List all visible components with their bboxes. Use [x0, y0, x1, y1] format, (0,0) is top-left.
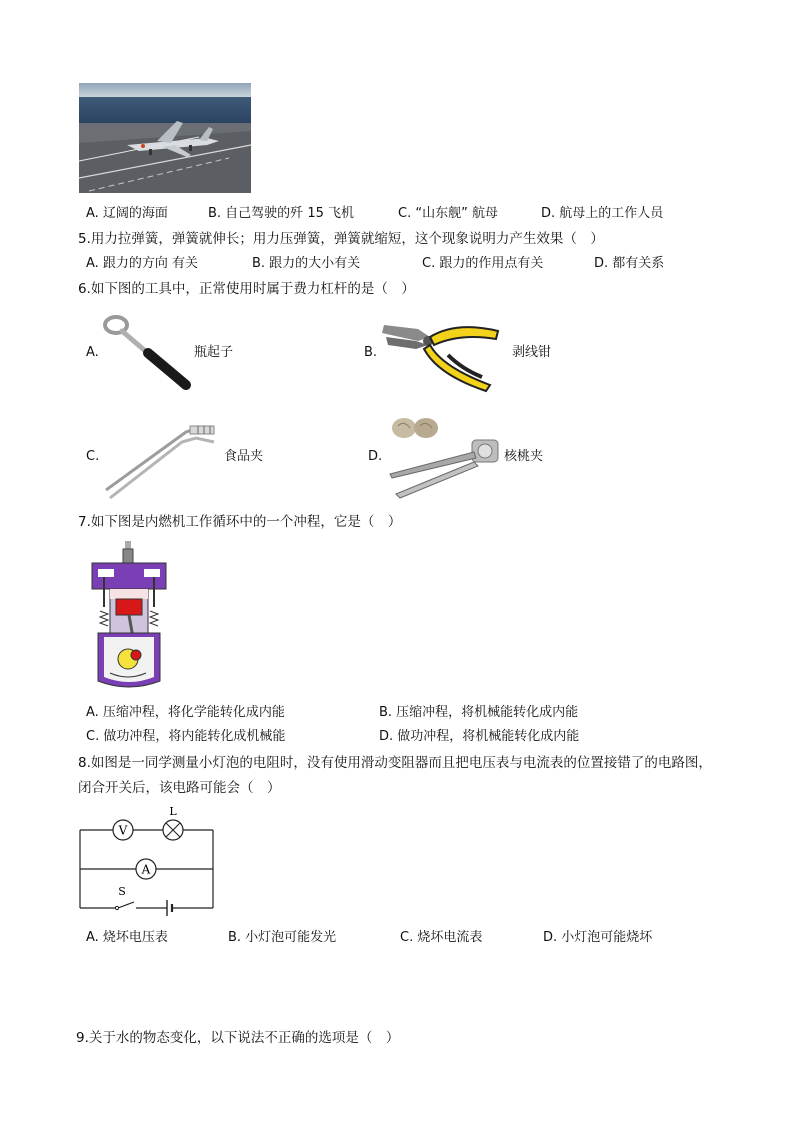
- lamp-label: L: [169, 805, 177, 818]
- q7-option-d[interactable]: D. 做功冲程，将机械能转化成内能: [379, 729, 580, 744]
- ammeter-label: A: [141, 862, 151, 877]
- q5-stem: 5.用力拉弹簧，弹簧就伸长；用力压弹簧，弹簧就缩短，这个现象说明力产生效果（ ）: [78, 231, 604, 247]
- q4-option-b[interactable]: B. 自己驾驶的歼 15 飞机: [208, 206, 354, 221]
- q6-option-d-letter[interactable]: D.: [368, 449, 383, 464]
- q6-option-d-label: 核桃夹: [504, 449, 544, 464]
- q6-option-c-letter[interactable]: C.: [86, 449, 100, 464]
- q5-option-d[interactable]: D. 都有关系: [594, 256, 665, 271]
- q4-option-a[interactable]: A. 辽阔的海面: [86, 206, 168, 221]
- q9-stem: 9.关于水的物态变化，以下说法不正确的选项是（ ）: [76, 1030, 400, 1046]
- q6-option-b-label: 剥线钳: [512, 345, 552, 360]
- q7-option-c[interactable]: C. 做功冲程，将内能转化成机械能: [86, 729, 286, 744]
- q4-option-d[interactable]: D. 航母上的工作人员: [541, 206, 664, 221]
- q8-stem-line1: 8.如图是一同学测量小灯泡的电阻时，没有使用滑动变阻器而且把电压表与电流表的位置接错了的电路图，: [78, 755, 712, 771]
- q7-option-a[interactable]: A. 压缩冲程，将化学能转化成内能: [86, 705, 285, 720]
- q8-option-c[interactable]: C. 烧坏电流表: [400, 930, 483, 945]
- q6-option-a-letter[interactable]: A.: [86, 345, 99, 360]
- q8-option-d[interactable]: D. 小灯泡可能烧坏: [543, 930, 653, 945]
- q6-stem: 6.如下图的工具中，正常使用时属于费力杠杆的是（ ）: [78, 281, 415, 297]
- bottle-opener-image: [102, 313, 192, 391]
- walnut-cracker-image: [386, 414, 502, 500]
- q6-option-b-letter[interactable]: B.: [364, 345, 378, 360]
- voltmeter-label: V: [118, 823, 128, 838]
- switch-label: S: [118, 885, 126, 898]
- engine-stroke-diagram: [88, 541, 170, 693]
- q5-option-c[interactable]: C. 跟力的作用点有关: [422, 256, 544, 271]
- food-tongs-image: [102, 418, 220, 500]
- q4-option-c[interactable]: C. “山东舰” 航母: [398, 206, 498, 221]
- wire-stripper-image: [378, 311, 506, 393]
- q7-stem: 7.如下图是内燃机工作循环中的一个冲程，它是（ ）: [78, 514, 402, 530]
- q8-stem-line2: 闭合开关后，该电路可能会（ ）: [78, 780, 281, 796]
- q8-option-a[interactable]: A. 烧坏电压表: [86, 930, 168, 945]
- q8-option-b[interactable]: B. 小灯泡可能发光: [228, 930, 337, 945]
- q5-option-b[interactable]: B. 跟力的大小有关: [252, 256, 361, 271]
- q6-option-c-label: 食品夹: [224, 449, 264, 464]
- q6-option-a-label: 瓶起子: [194, 345, 234, 360]
- circuit-diagram: [76, 804, 218, 916]
- q5-option-a[interactable]: A. 跟力的方向 有关: [86, 256, 199, 271]
- q7-option-b[interactable]: B. 压缩冲程，将机械能转化成内能: [379, 705, 579, 720]
- carrier-jet-photo: [79, 83, 251, 193]
